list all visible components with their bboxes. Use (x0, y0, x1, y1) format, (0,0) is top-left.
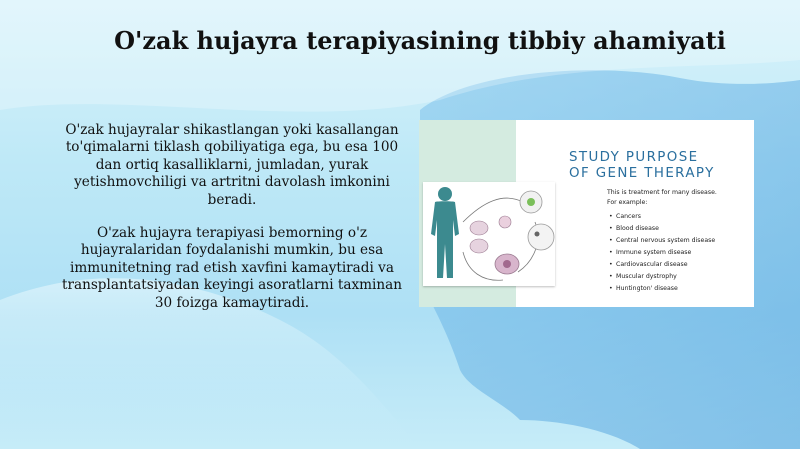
bullet-icon: • (609, 273, 613, 280)
figure-intro (607, 188, 717, 208)
list-item-label: Immune system disease (616, 249, 692, 256)
figure-heading-line-2: OF GENE THERAPY (569, 166, 715, 181)
cell-icon-4 (470, 221, 488, 253)
list-item (609, 247, 715, 259)
gene-therapy-figure (419, 120, 754, 307)
gene-therapy-diagram (423, 182, 555, 286)
list-item (609, 223, 715, 235)
bullet-icon: • (609, 249, 613, 256)
cell-icon-2 (528, 224, 554, 250)
list-item-label: Cardiovascular disease (616, 261, 688, 268)
figure-heading-line-1: STUDY PURPOSE (569, 150, 699, 165)
list-item (609, 283, 715, 295)
bullet-icon: • (609, 225, 613, 232)
bullet-icon: • (609, 213, 613, 220)
cell-icon-3 (495, 254, 519, 274)
list-item-label: Huntington' disease (616, 285, 678, 292)
paragraph-1: O'zak hujayralar shikastlangan yoki kasallangan to'qimalarni tiklash qobiliyatiga ega, bu esa 100 dan ortiq kasalliklarni, jumladan, yurak yetishmovchiligi va artritni davolash imkonini beradi. (65, 122, 399, 208)
disease-list (609, 211, 715, 295)
list-item-label: Central nervous system disease (616, 237, 716, 244)
paragraph-2: O'zak hujayra terapiyasi bemorning o'z hujayralaridan foydalanishi mumkin, bu esa immunitetning rad etish xavfini kamaytiradi va transplantatsiyadan keyingi asoratlarni taxminan 30 foizga kamaytiradi. (62, 225, 402, 311)
list-item-label: Blood disease (616, 225, 659, 232)
bullet-icon: • (609, 237, 613, 244)
cell-icon-5 (499, 216, 511, 228)
cell-icon-1 (520, 191, 542, 213)
bullet-icon: • (609, 285, 613, 292)
figure-heading (569, 150, 715, 182)
list-item-label: Cancers (616, 213, 642, 220)
figure-intro-line-2: For example: (607, 199, 648, 206)
list-item (609, 211, 715, 223)
list-item (609, 235, 715, 247)
bullet-icon: • (609, 261, 613, 268)
list-item (609, 271, 715, 283)
slide-title: O'zak hujayra terapiyasining tibbiy ahamiyati (114, 26, 726, 55)
human-silhouette-icon (431, 187, 459, 278)
list-item (609, 259, 715, 271)
figure-diagram-card (423, 182, 555, 286)
slide-body (52, 122, 412, 328)
figure-intro-line-1: This is treatment for many disease. (607, 189, 717, 196)
list-item-label: Muscular dystrophy (616, 273, 677, 280)
